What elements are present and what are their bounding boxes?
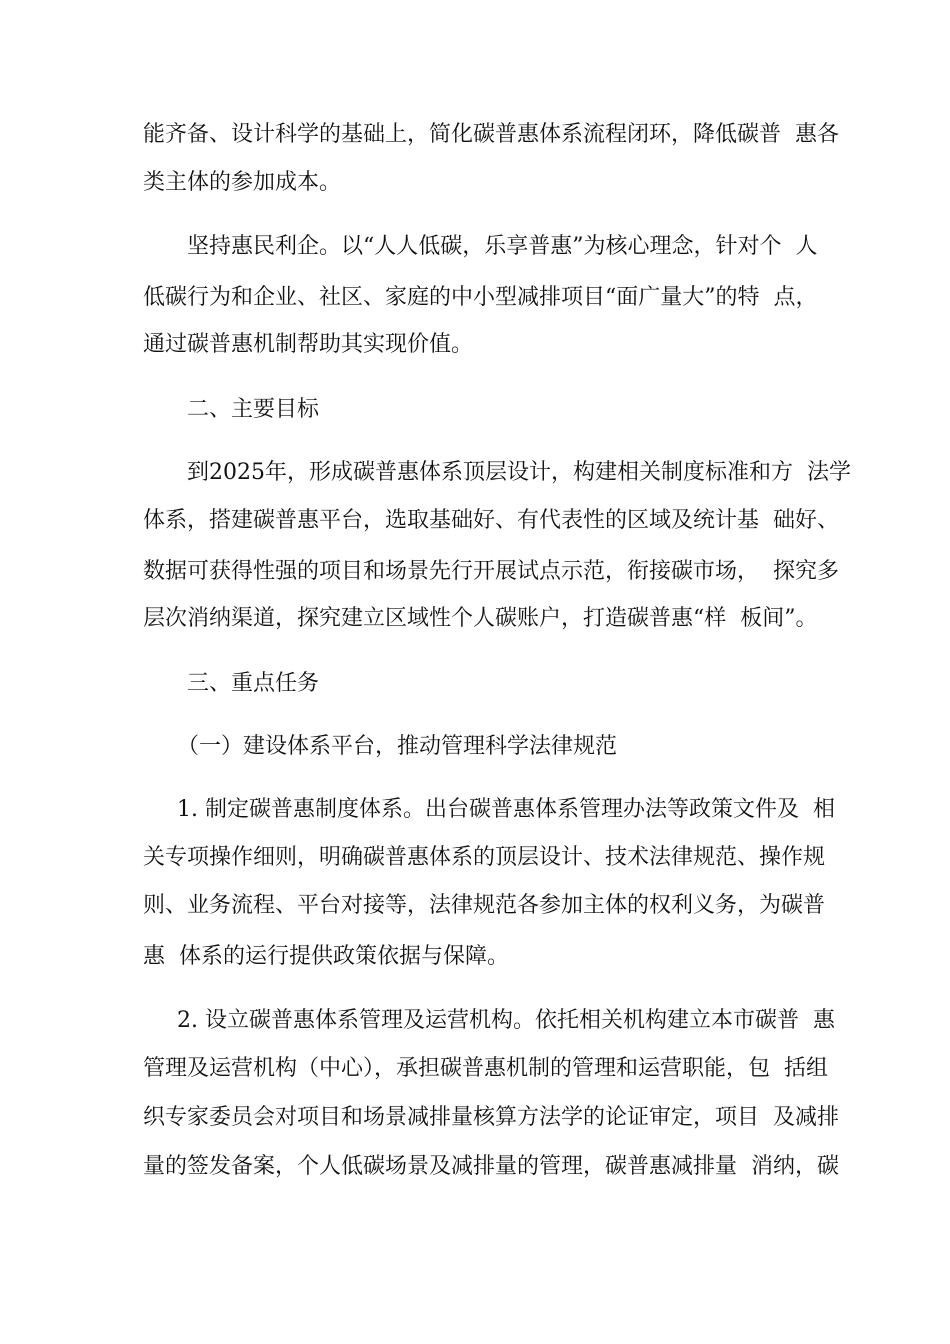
paragraph-line: 管理及运营机构（中心），承担碳普惠机制的管理和运营职能，包 括组	[143, 1056, 828, 1081]
paragraph-line: 体系，搭建碳普惠平台，选取基础好、有代表性的区域及统计基 础好、	[143, 508, 839, 533]
section-heading: 三、重点任务	[187, 671, 320, 696]
paragraph-line: 数据可获得性强的项目和场景先行开展试点示范，衔接碳市场， 探究多	[143, 559, 839, 584]
paragraph-line: 量的签发备案，个人低碳场景及减排量的管理，碳普惠减排量 消纳，碳	[143, 1154, 839, 1179]
paragraph-line: 通过碳普惠机制帮助其实现价值。	[143, 332, 474, 357]
paragraph-line: 则、业务流程、平台对接等，法律规范各参加主体的权利义务，为碳普	[143, 893, 826, 918]
paragraph-line: 织专家委员会对项目和场景减排量核算方法学的论证审定，项目 及减排	[143, 1105, 839, 1130]
paragraph-line: 1. 制定碳普惠制度体系。出台碳普惠体系管理办法等政策文件及 相	[177, 797, 835, 822]
paragraph-line: 类主体的参加成本。	[143, 170, 342, 195]
paragraph-line: 低碳行为和企业、社区、家庭的中小型减排项目“面广量大”的特 点，	[143, 285, 818, 310]
paragraph-line: 层次消纳渠道，探究建立区域性个人碳账户，打造碳普惠“样 板间”。	[143, 606, 818, 631]
paragraph-line: 坚持惠民利企。以“人人低碳，乐享普惠”为核心理念，针对个 人	[187, 234, 818, 259]
section-heading: 二、主要目标	[187, 397, 320, 422]
paragraph-line: 2. 设立碳普惠体系管理及运营机构。依托相关机构建立本市碳普 惠	[177, 1008, 835, 1033]
paragraph-line: 惠 体系的运行提供政策依据与保障。	[143, 944, 509, 969]
paragraph-line: 到2025年，形成碳普惠体系顶层设计，构建相关制度标准和方 法学	[187, 460, 851, 485]
subsection-heading: （一）建设体系平台，推动管理科学法律规范	[177, 734, 618, 759]
paragraph-line: 关专项操作细则，明确碳普惠体系的顶层设计、技术法律规范、操作规	[143, 845, 826, 870]
paragraph-line: 能齐备、设计科学的基础上，简化碳普惠体系流程闭环，降低碳普 惠各	[143, 122, 839, 147]
